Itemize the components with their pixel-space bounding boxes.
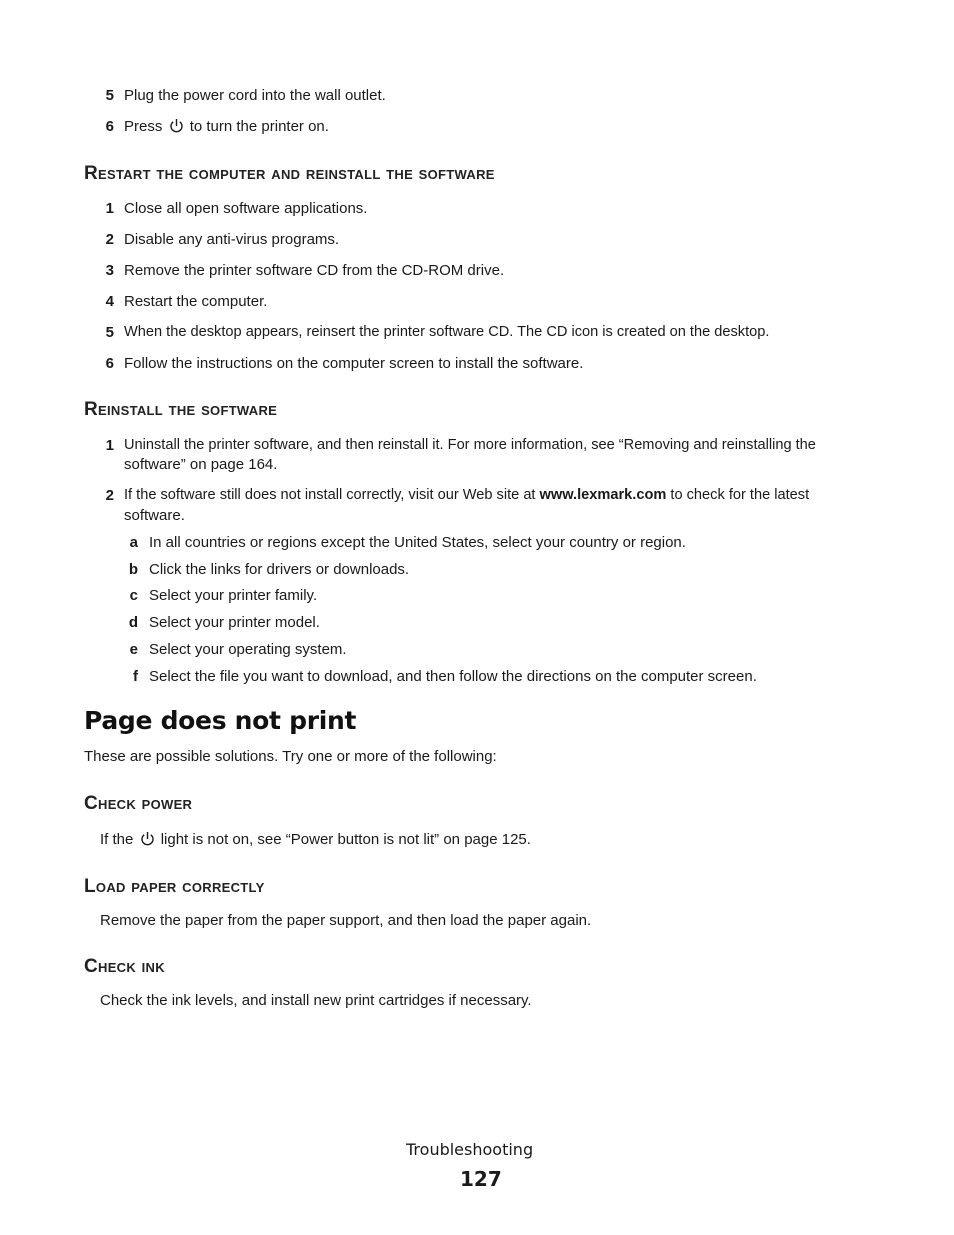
step-number: 5: [105, 324, 114, 341]
check-power-post: light is not on, see “Power button is not lit” on page 125.: [160, 831, 531, 848]
substep-text: In all countries or regions except the United States, select your country or region.: [149, 534, 686, 551]
step-number: 1: [105, 437, 114, 454]
substep-letter: a: [129, 534, 138, 551]
section-title-check-power: Check power: [84, 793, 193, 814]
step-text: Disable any anti-virus programs.: [124, 231, 340, 248]
intro-text: These are possible solutions. Try one or more of the following:: [84, 748, 497, 765]
step-text-line2: software.: [124, 507, 185, 524]
step-text: Follow the instructions on the computer screen to install the software.: [124, 355, 584, 372]
section-title-check-ink: Check ink: [84, 956, 165, 977]
page-heading: Page does not print: [84, 706, 357, 735]
step-number: 6: [105, 355, 114, 372]
step-text-line1: [124, 487, 809, 503]
section-title-reinstall: Reinstall the software: [84, 399, 278, 420]
power-icon: [169, 118, 184, 134]
step-number: 2: [105, 231, 114, 248]
substep-text: Click the links for drivers or downloads.: [149, 561, 410, 578]
step-text-pre: If the software still does not install correctly, visit our Web site at: [124, 487, 540, 503]
substep-letter: e: [129, 641, 138, 658]
step-number: 4: [105, 293, 114, 310]
step-text: Plug the power cord into the wall outlet.: [124, 87, 386, 104]
substep-text: Select your printer model.: [149, 614, 320, 631]
substep-letter: b: [128, 561, 138, 578]
step-text: Close all open software applications.: [124, 200, 368, 217]
step-text: When the desktop appears, reinsert the printer software CD. The CD icon is created on the desktop.: [124, 324, 770, 340]
step-text-pre: Press: [124, 118, 163, 135]
substep-letter: f: [133, 668, 138, 685]
step-number: 2: [105, 487, 114, 504]
step-number: 3: [105, 262, 114, 279]
step-text-post: to check for the latest: [666, 487, 810, 503]
substep-letter: c: [129, 587, 138, 604]
check-power-text: [100, 831, 531, 848]
lexmark-link[interactable]: www.lexmark.com: [539, 487, 667, 503]
substep-letter: d: [128, 614, 138, 631]
step-text-post: to turn the printer on.: [189, 118, 329, 135]
footer-page-number: 127: [460, 1167, 502, 1191]
step-number: 5: [105, 87, 114, 104]
check-ink-text: Check the ink levels, and install new print cartridges if necessary.: [100, 992, 532, 1009]
step-text: Restart the computer.: [124, 293, 268, 310]
step-number: 1: [105, 200, 114, 217]
step-text-line2: software” on page 164.: [124, 456, 278, 473]
section-title-restart: Restart the computer and reinstall the software: [84, 163, 495, 184]
step-text: [124, 118, 329, 135]
substep-text: Select your operating system.: [149, 641, 347, 658]
step-text-line1: Uninstall the printer software, and then reinstall it. For more information, see “Removing and reinstalling the: [124, 437, 816, 453]
substep-text: Select the file you want to download, and then follow the directions on the computer screen.: [149, 668, 757, 685]
power-icon: [140, 831, 155, 847]
substep-text: Select your printer family.: [149, 587, 318, 604]
footer-section-label: Troubleshooting: [406, 1140, 534, 1159]
load-paper-text: Remove the paper from the paper support, and then load the paper again.: [100, 912, 592, 929]
step-number: 6: [105, 118, 114, 135]
step-text: Remove the printer software CD from the CD-ROM drive.: [124, 262, 505, 279]
section-title-load-paper: Load paper correctly: [84, 876, 265, 897]
check-power-pre: If the: [100, 831, 134, 848]
